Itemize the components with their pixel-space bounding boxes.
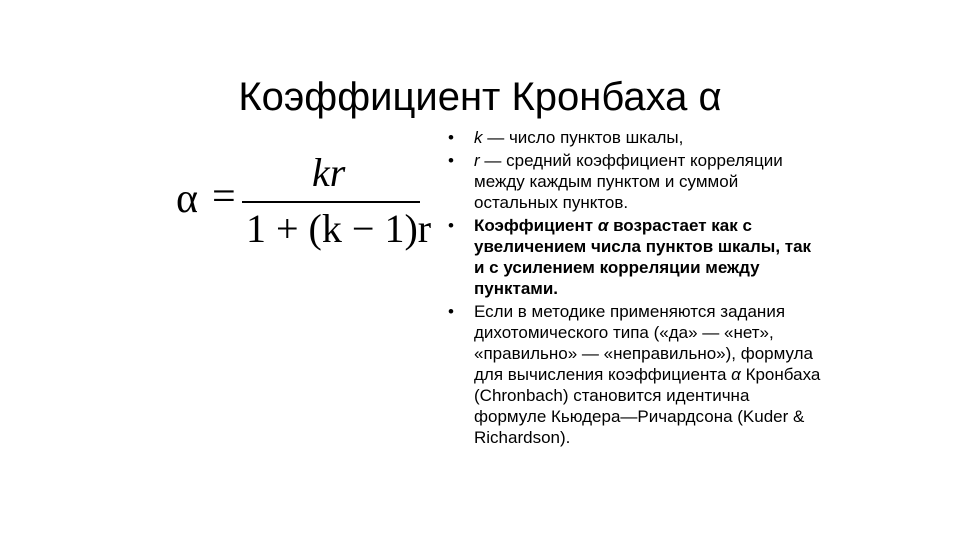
bullet-dot-icon: • [448, 302, 454, 321]
bullet-variable: α [597, 216, 609, 235]
bullet-item-alpha-growth [446, 215, 826, 299]
bullet-lead: Коэффициент [474, 216, 598, 235]
bullet-body: — число пунктов шкалы, [482, 128, 684, 147]
bullet-body: — средний коэффициент корреляции между каждым пунктом и суммой остальных пунктов. [474, 151, 783, 212]
cronbach-alpha-formula [176, 146, 432, 256]
bullet-item-dichotomous [446, 301, 826, 448]
bullet-dot-icon: • [448, 216, 454, 235]
definition-bullet-list [446, 127, 826, 450]
bullet-dot-icon: • [448, 151, 454, 170]
bullet-item-r [446, 150, 826, 213]
bullet-dot-icon: • [448, 128, 454, 147]
bullet-variable: α [731, 365, 741, 384]
formula-fraction-bar [242, 201, 420, 203]
bullet-lead: Если в методике применяются задания дихотомического типа («да» — «нет», «правильно» — «неправильно»), формула для вычисления коэффициента [474, 302, 814, 384]
bullet-text [474, 128, 683, 147]
formula-denominator: 1 + (k − 1)r [246, 206, 432, 251]
formula-equals-sign: = [212, 174, 236, 220]
formula-alpha-symbol: α [176, 176, 199, 222]
bullet-variable: k [474, 128, 483, 147]
bullet-text [474, 151, 783, 212]
bullet-body: возрастает как с увеличением числа пунктов шкалы, так и с усилением корреляции между пунктами. [474, 216, 812, 298]
bullet-item-k [446, 127, 826, 148]
slide-title: Коэффициент Кронбаха α [238, 74, 722, 119]
bullet-body: Кронбаха (Chronbach) становится идентична формуле Кьюдера—Ричардсона (Kuder & Richardson). [474, 365, 821, 447]
bullet-text [474, 216, 811, 298]
formula-numerator: kr [312, 150, 346, 195]
bullet-text [474, 302, 820, 447]
bullet-variable: r [474, 151, 480, 170]
